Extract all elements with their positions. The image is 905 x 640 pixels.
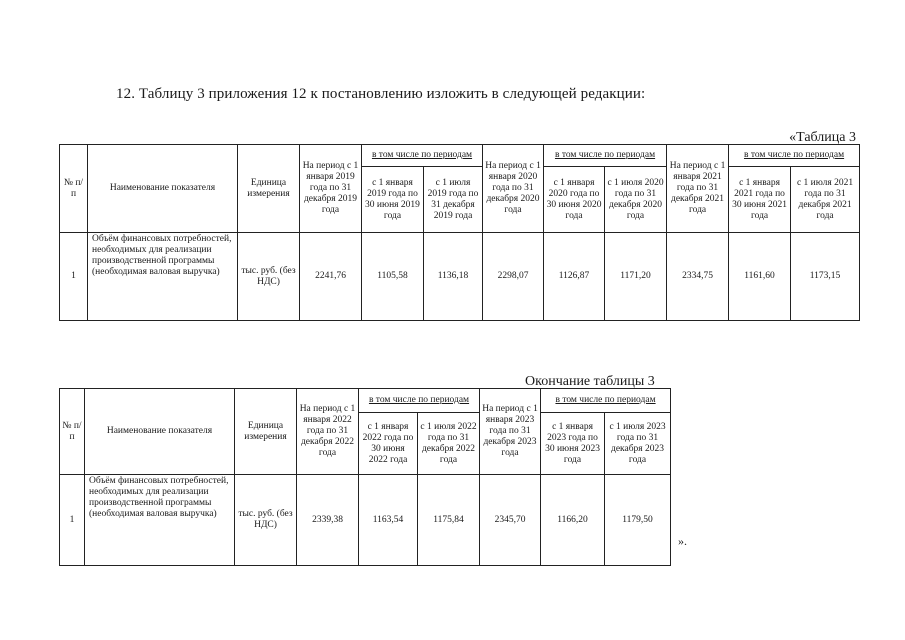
row-unit: тыс. руб. (без НДС) <box>238 233 300 321</box>
header-period-2019-h1: с 1 января 2019 года по 30 июня 2019 года <box>362 167 424 233</box>
header-period-2020-h1: с 1 января 2020 года по 30 июня 2020 года <box>544 167 605 233</box>
header-period-2019-h2: с 1 июля 2019 года по 31 декабря 2019 года <box>424 167 483 233</box>
value-2022-h2: 1175,84 <box>418 475 480 566</box>
header-period-2020: На период с 1 января 2020 года по 31 декабря 2020 года <box>483 145 544 233</box>
header-name: Наименование показателя <box>88 145 238 233</box>
document-heading: 12. Таблицу 3 приложения 12 к постановлению изложить в следующей редакции: <box>116 86 646 102</box>
header-group-2019: в том числе по периодам <box>362 145 483 167</box>
header-period-2020-h2: с 1 июля 2020 года по 31 декабря 2020 года <box>605 167 667 233</box>
value-2019-h1: 1105,58 <box>362 233 424 321</box>
header-group-2020: в том числе по периодам <box>544 145 667 167</box>
header-unit: Единица измерения <box>238 145 300 233</box>
row-num: 1 <box>60 233 88 321</box>
value-2023: 2345,70 <box>480 475 541 566</box>
header-num: № п/п <box>60 145 88 233</box>
closing-quote: ». <box>678 534 687 548</box>
value-2022: 2339,38 <box>297 475 359 566</box>
row-name: Объём финансовых потребностей, необходимых для реализации производственной программы (необходимая валовая выручка) <box>88 233 238 321</box>
value-2023-h2: 1179,50 <box>605 475 671 566</box>
header-period-2023-h1: с 1 января 2023 года по 30 июня 2023 года <box>541 413 605 475</box>
value-2019: 2241,76 <box>300 233 362 321</box>
row-name: Объём финансовых потребностей, необходимых для реализации производственной программы (необходимая валовая выручка) <box>85 475 235 566</box>
header-period-2022-h2: с 1 июля 2022 года по 31 декабря 2022 года <box>418 413 480 475</box>
header-group-2022: в том числе по периодам <box>359 389 480 413</box>
header-period-2022-h1: с 1 января 2022 года по 30 июня 2022 года <box>359 413 418 475</box>
header-group-2021: в том числе по периодам <box>729 145 860 167</box>
row-num: 1 <box>60 475 85 566</box>
table1-caption: «Таблица 3 <box>789 130 856 145</box>
value-2020-h2: 1171,20 <box>605 233 667 321</box>
table2-caption: Окончание таблицы 3 <box>525 374 655 389</box>
header-period-2021-h1: с 1 января 2021 года по 30 июня 2021 года <box>729 167 791 233</box>
header-num: № п/п <box>60 389 85 475</box>
value-2021-h2: 1173,15 <box>791 233 860 321</box>
header-period-2021-h2: с 1 июля 2021 года по 31 декабря 2021 года <box>791 167 860 233</box>
value-2023-h1: 1166,20 <box>541 475 605 566</box>
table2 <box>59 388 671 566</box>
header-period-2022: На период с 1 января 2022 года по 31 декабря 2022 года <box>297 389 359 475</box>
header-period-2019: На период с 1 января 2019 года по 31 декабря 2019 года <box>300 145 362 233</box>
row-unit: тыс. руб. (без НДС) <box>235 475 297 566</box>
header-period-2023: На период с 1 января 2023 года по 31 декабря 2023 года <box>480 389 541 475</box>
header-group-2023: в том числе по периодам <box>541 389 671 413</box>
header-period-2021: На период с 1 января 2021 года по 31 декабря 2021 года <box>667 145 729 233</box>
table1 <box>59 144 860 321</box>
value-2020: 2298,07 <box>483 233 544 321</box>
value-2022-h1: 1163,54 <box>359 475 418 566</box>
table-row <box>60 233 860 321</box>
value-2021: 2334,75 <box>667 233 729 321</box>
header-period-2023-h2: с 1 июля 2023 года по 31 декабря 2023 года <box>605 413 671 475</box>
header-unit: Единица измерения <box>235 389 297 475</box>
table-row <box>60 475 671 566</box>
value-2020-h1: 1126,87 <box>544 233 605 321</box>
value-2021-h1: 1161,60 <box>729 233 791 321</box>
header-name: Наименование показателя <box>85 389 235 475</box>
value-2019-h2: 1136,18 <box>424 233 483 321</box>
